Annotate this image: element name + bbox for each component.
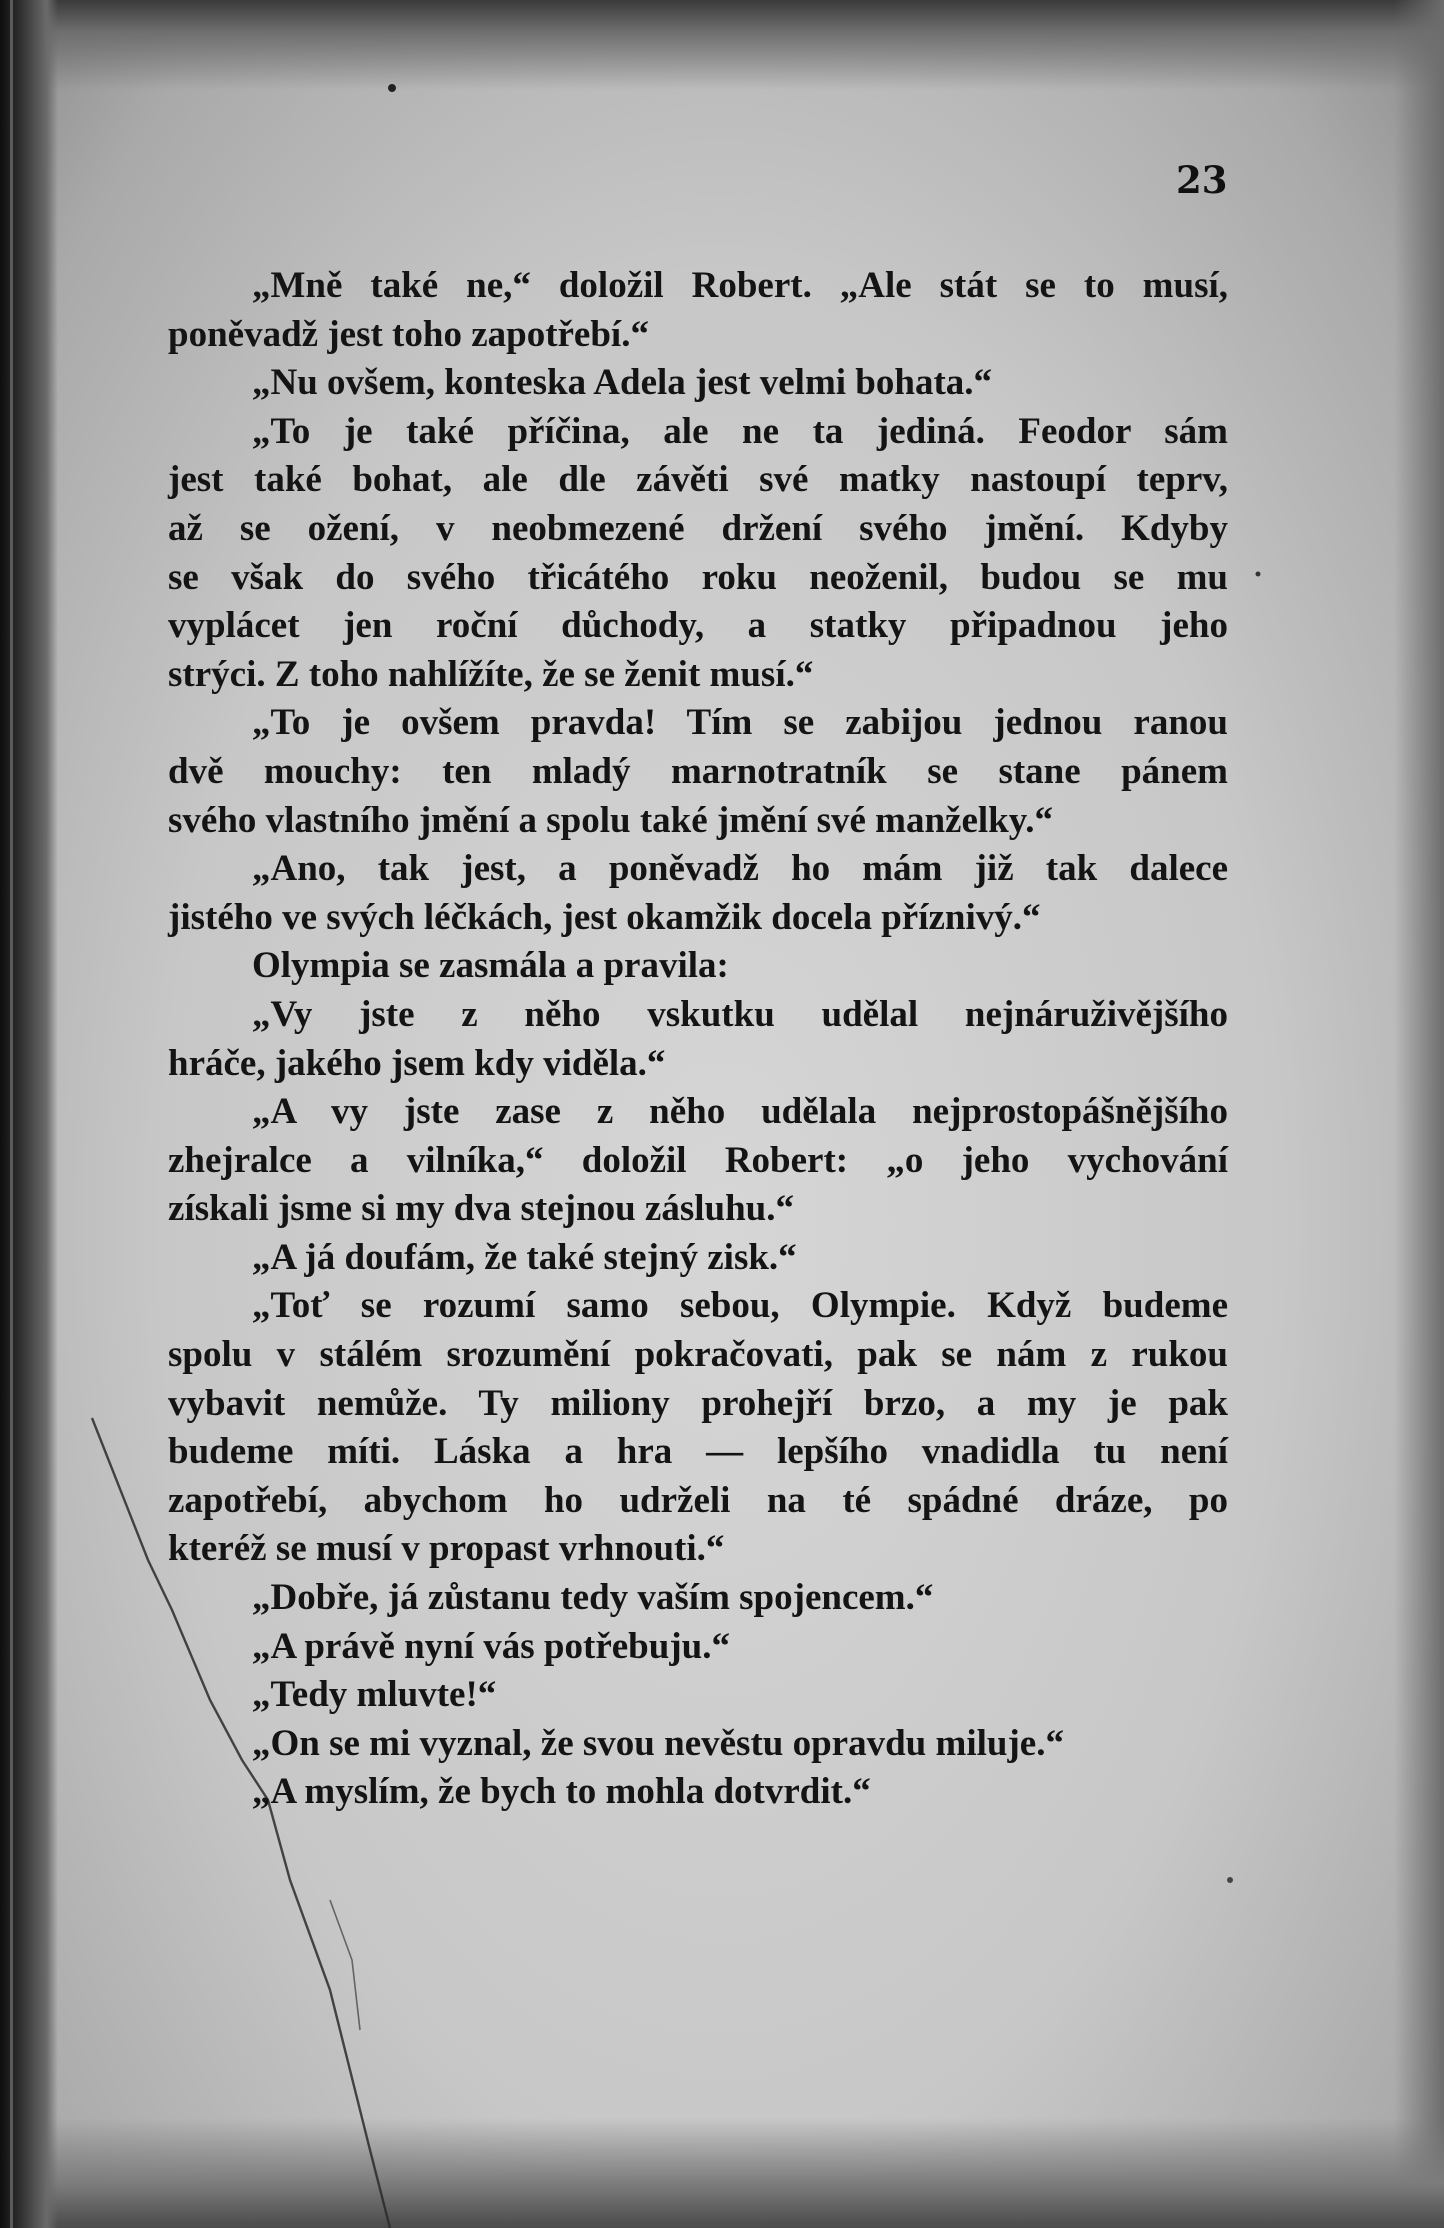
text-line: „A právě nyní vás potřebuju.“ [252, 1625, 730, 1667]
page-number: 23 [1176, 158, 1228, 202]
text-line: „Ano, tak jest, a poněvadž ho mám již tak dalece [252, 848, 1228, 890]
body-text [168, 262, 1228, 1817]
text-line: „Dobře, já zůstanu tedy vaším spojencem.“ [252, 1577, 934, 1619]
text-line: až se ožení, v neobmezené držení svého jmění. Kdyby [168, 507, 1228, 549]
text-line: „Vy jste z něho vskutku udělal nejnáruživějšího [252, 993, 1228, 1035]
text-line: strýci. Z toho nahlížíte, že se ženit musí.“ [168, 653, 814, 695]
text-line: poněvadž jest toho zapotřebí.“ [168, 313, 649, 355]
text-line: „On se mi vyznal, že svou nevěstu opravdu miluje.“ [252, 1722, 1064, 1764]
text-line: zapotřebí, abychom ho udrželi na té spádné dráze, po [168, 1479, 1228, 1521]
text-line: „Mně také ne,“ doložil Robert. „Ale stát se to musí, [252, 265, 1228, 306]
text-line: vyplácet jen roční důchody, a statky připadnou jeho [168, 605, 1228, 647]
text-line: Olympia se zasmála a pravila: [252, 945, 729, 987]
text-line: „Nu ovšem, konteska Adela jest velmi bohata.“ [252, 362, 993, 404]
text-line: „Tedy mluvte!“ [252, 1674, 497, 1716]
text-line: vybavit nemůže. Ty miliony prohejří brzo, a my je pak [168, 1382, 1228, 1424]
text-line: spolu v stálém srozumění pokračovati, pak se nám z rukou [168, 1334, 1228, 1376]
text-line: dvě mouchy: ten mladý marnotratník se stane pánem [168, 750, 1228, 792]
text-line: „To je také příčina, ale ne ta jediná. Feodor sám [252, 410, 1228, 452]
text-line: se však do svého třicátého roku neoženil, budou se mu [168, 556, 1228, 598]
text-line: „To je ovšem pravda! Tím se zabijou jednou ranou [252, 702, 1228, 744]
text-line: hráče, jakého jsem kdy viděla.“ [168, 1042, 666, 1084]
text-line: zhejralce a vilníka,“ doložil Robert: „o jeho vychování [168, 1139, 1228, 1181]
text-line: „Toť se rozumí samo sebou, Olympie. Když budeme [252, 1285, 1228, 1327]
text-line: „A já doufám, že také stejný zisk.“ [252, 1236, 797, 1278]
text-line: „A myslím, že bych to mohla dotvrdit.“ [252, 1771, 871, 1813]
text-line: jistého ve svých léčkách, jest okamžik docela příznivý.“ [168, 896, 1041, 938]
text-line: budeme míti. Láska a hra — lepšího vnadidla tu není [168, 1431, 1228, 1473]
text-line: získali jsme si my dva stejnou zásluhu.“ [168, 1188, 794, 1230]
text-line: „A vy jste zase z něho udělala nejprostopášnějšího [252, 1091, 1228, 1133]
text-line: svého vlastního jmění a spolu také jmění své manželky.“ [168, 799, 1053, 841]
text-line: kteréž se musí v propast vrhnouti.“ [168, 1528, 725, 1570]
text-line: jest také bohat, ale dle závěti své matky nastoupí teprv, [168, 459, 1228, 501]
